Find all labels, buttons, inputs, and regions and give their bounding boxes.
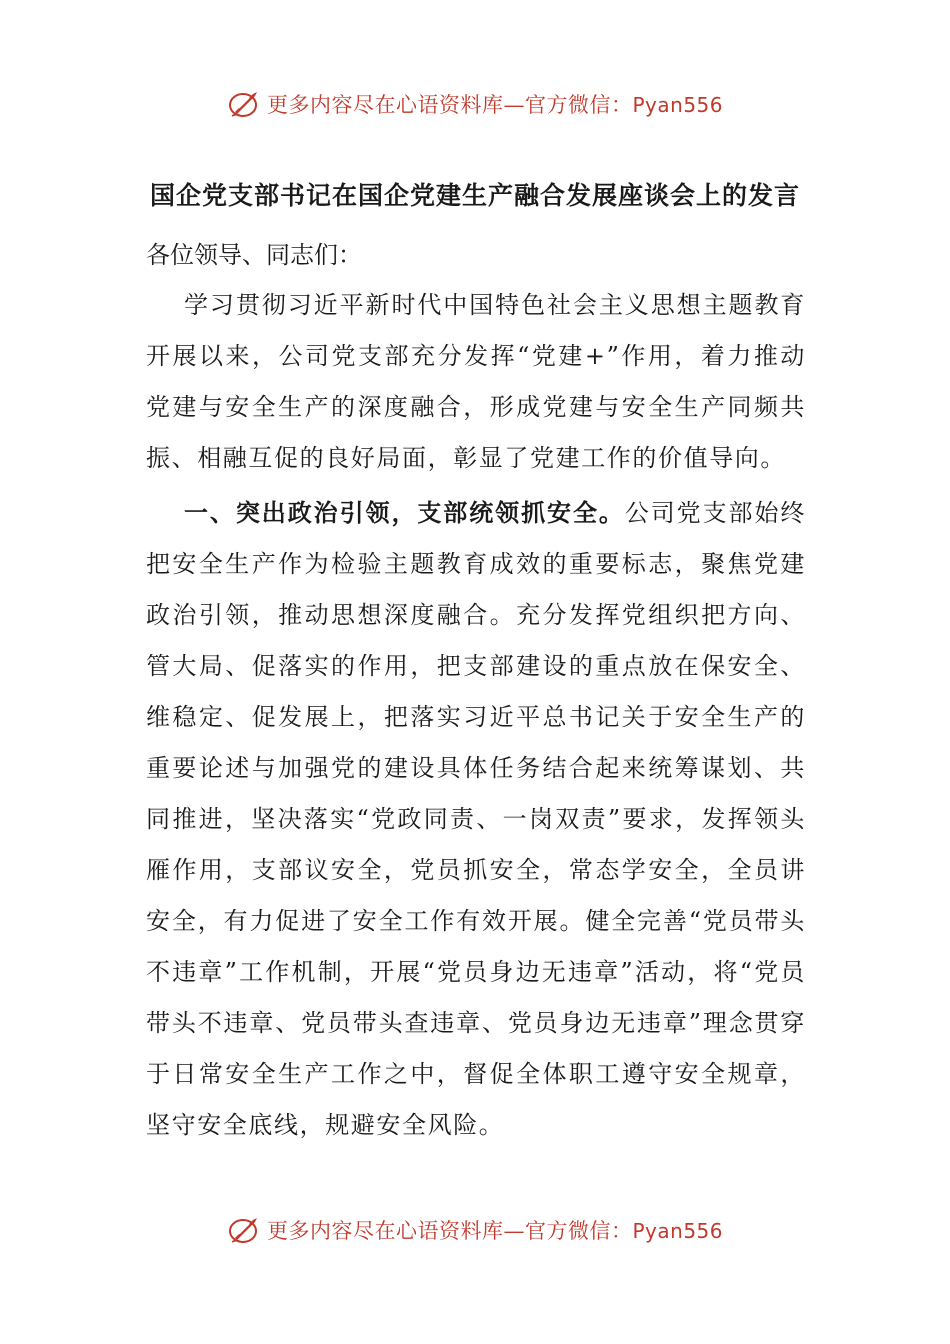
wechat-id: Pyan556 — [632, 93, 723, 117]
watermark-banner-top — [0, 82, 950, 126]
document-title: 国企党支部书记在国企党建生产融合发展座谈会上的发言 — [149, 181, 800, 210]
watermark-text: 更多内容尽在心语资料库—官方微信：Pyan556 — [266, 93, 723, 117]
intro-paragraph: 学习贯彻习近平新时代中国特色社会主义思想主题教育开展以来，公司党支部充分发挥“党建+”作用，着力推动党建与安全生产的深度融合，形成党建与安全生产同频共振、相融互促的良好局面，彰显了党建工作的价值导向。 — [146, 291, 806, 472]
watermark-banner-bottom — [0, 1208, 950, 1252]
section-1-body: 公司党支部始终把安全生产作为检验主题教育成效的重要标志，聚焦党建政治引领，推动思想深度融合。充分发挥党组织把方向、管大局、促落实的作用，把支部建设的重点放在保安全、维稳定、促发展上，把落实习近平总书记关于安全生产的重要论述与加强党的建设具体任务结合起来统筹谋划、共同推进，坚决落实“党政同责、一岗双责”要求，发挥领头雁作用，支部议安全，党员抓安全，常态学安全，全员讲安全，有力促进了安全工作有效开展。健全完善“党员带头不违章”工作机制，开展“党员身边无违章”活动，将“党员带头不违章、党员带头查违章、党员身边无违章”理念贯穿于日常安全生产工作之中，督促全体职工遵守安全规章，坚守安全底线，规避安全风险。 — [146, 499, 806, 1139]
watermark-content — [227, 1212, 723, 1248]
section-1-paragraph — [146, 487, 806, 1151]
quill-pen-icon — [227, 86, 263, 122]
watermark-content — [227, 86, 723, 122]
quill-pen-icon — [227, 1212, 263, 1248]
wechat-id: Pyan556 — [632, 1219, 723, 1243]
section-1-heading: 一、突出政治引领，支部统领抓安全。 — [184, 498, 625, 527]
watermark-text: 更多内容尽在心语资料库—官方微信：Pyan556 — [266, 1219, 723, 1243]
document-body — [146, 230, 806, 1151]
salutation: 各位领导、同志们： — [146, 241, 362, 269]
